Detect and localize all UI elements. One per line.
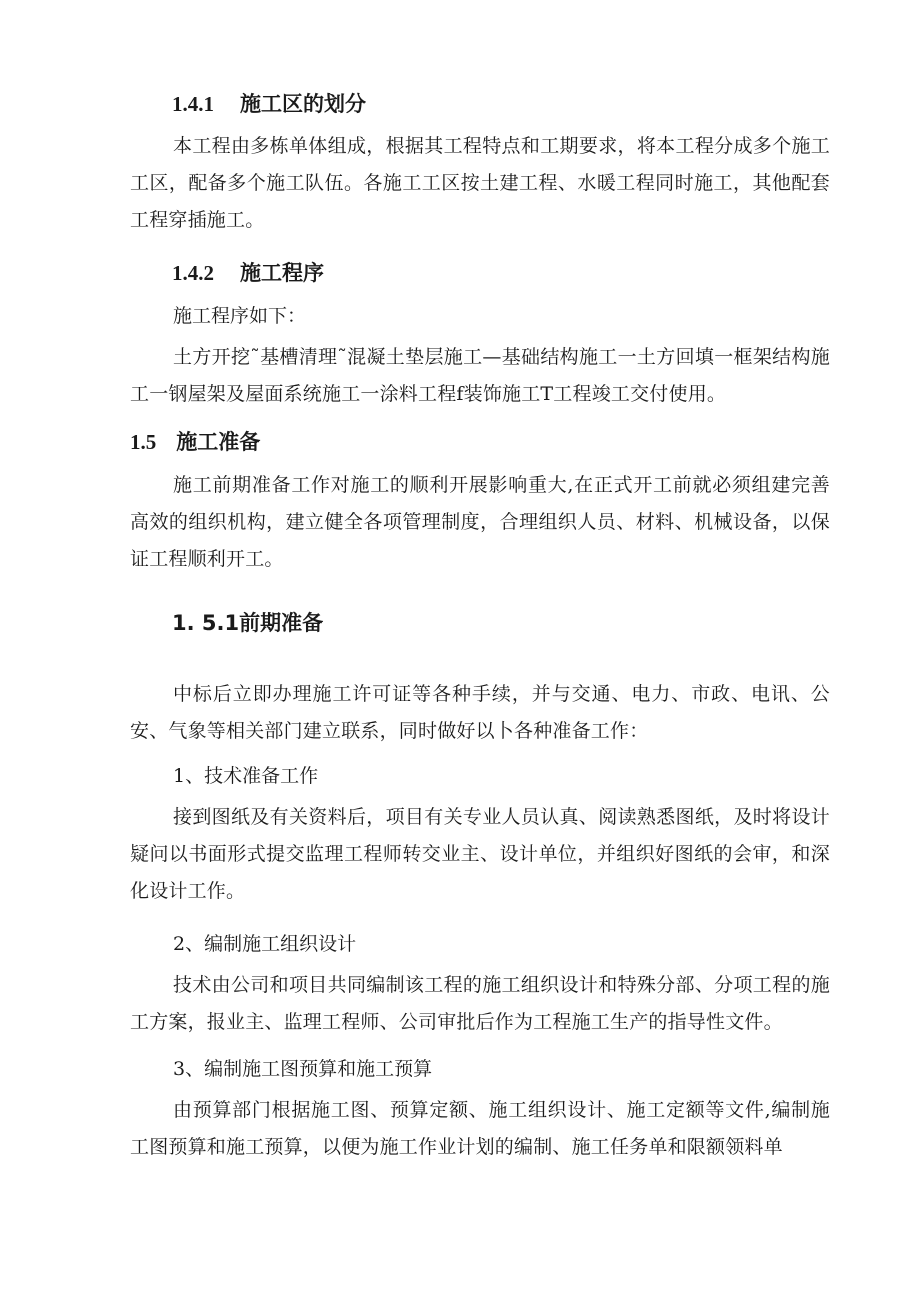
heading-title: 1. 5.1前期准备 xyxy=(172,611,324,635)
heading-1-4-1 xyxy=(172,89,366,119)
heading-number: 1.5 xyxy=(130,430,157,454)
paragraph-technical-preparation: 接到图纸及有关资料后，项目有关专业人员认真、阅读熟悉图纸，及时将设计疑问以书面形式提交监理工程师转交业主、设计单位，并组织好图纸的会审，和深化设计工作。 xyxy=(130,806,830,902)
heading-number: 1.4.1 xyxy=(172,92,214,116)
paragraph-construction-organization: 技术由公司和项目共同编制该工程的施工组织设计和特殊分部、分项工程的施工方案，报业主、监理工程师、公司审批后作为工程施工生产的指导性文件。 xyxy=(130,974,830,1033)
heading-title: 施工准备 xyxy=(176,430,261,454)
heading-title: 施工区的划分 xyxy=(240,92,366,116)
paragraph-early-preparation: 中标后立即办理施工许可证等各种手续，并与交通、电力、市政、电讯、公安、气象等相关部门建立联系，同时做好以卜各种准备工作： xyxy=(130,683,830,742)
list-item-title-3: 3、编制施工图预算和施工预算 xyxy=(173,1058,433,1080)
paragraph-preparation: 施工前期准备工作对施工的顺利开展影响重大,在正式开工前就必须组建完善高效的组织机构，建立健全各项管理制度，合理组织人员、材料、机械设备，以保证工程顺利开工。 xyxy=(130,474,830,570)
paragraph-procedure-intro: 施工程序如下： xyxy=(173,305,307,327)
paragraph-work-zones: 本工程由多栋单体组成，根据其工程特点和工期要求，将本工程分成多个施工工区，配备多个施工队伍。各施工工区按土建工程、水暖工程同时施工，其他配套工程穿插施工。 xyxy=(130,135,830,231)
paragraph-procedure-steps: 土方开挖˜基槽清理˜混凝土垫层施工—基础结构施工一土方回填一框架结构施工一钢屋架及屋面系统施工一涂料工程f装饰施工T工程竣工交付使用。 xyxy=(130,346,830,405)
heading-title: 施工程序 xyxy=(240,261,324,285)
heading-1-4-2 xyxy=(172,258,324,288)
heading-1-5 xyxy=(130,427,260,457)
heading-number: 1.4.2 xyxy=(172,261,214,285)
list-item-title-1: 1、技术准备工作 xyxy=(173,765,319,787)
heading-1-5-1 xyxy=(172,608,323,638)
paragraph-budget: 由预算部门根据施工图、预算定额、施工组织设计、施工定额等文件,编制施工图预算和施工预算，以便为施工作业计划的编制、施工任务单和限额领料单 xyxy=(130,1099,830,1158)
list-item-title-2: 2、编制施工组织设计 xyxy=(173,933,357,955)
